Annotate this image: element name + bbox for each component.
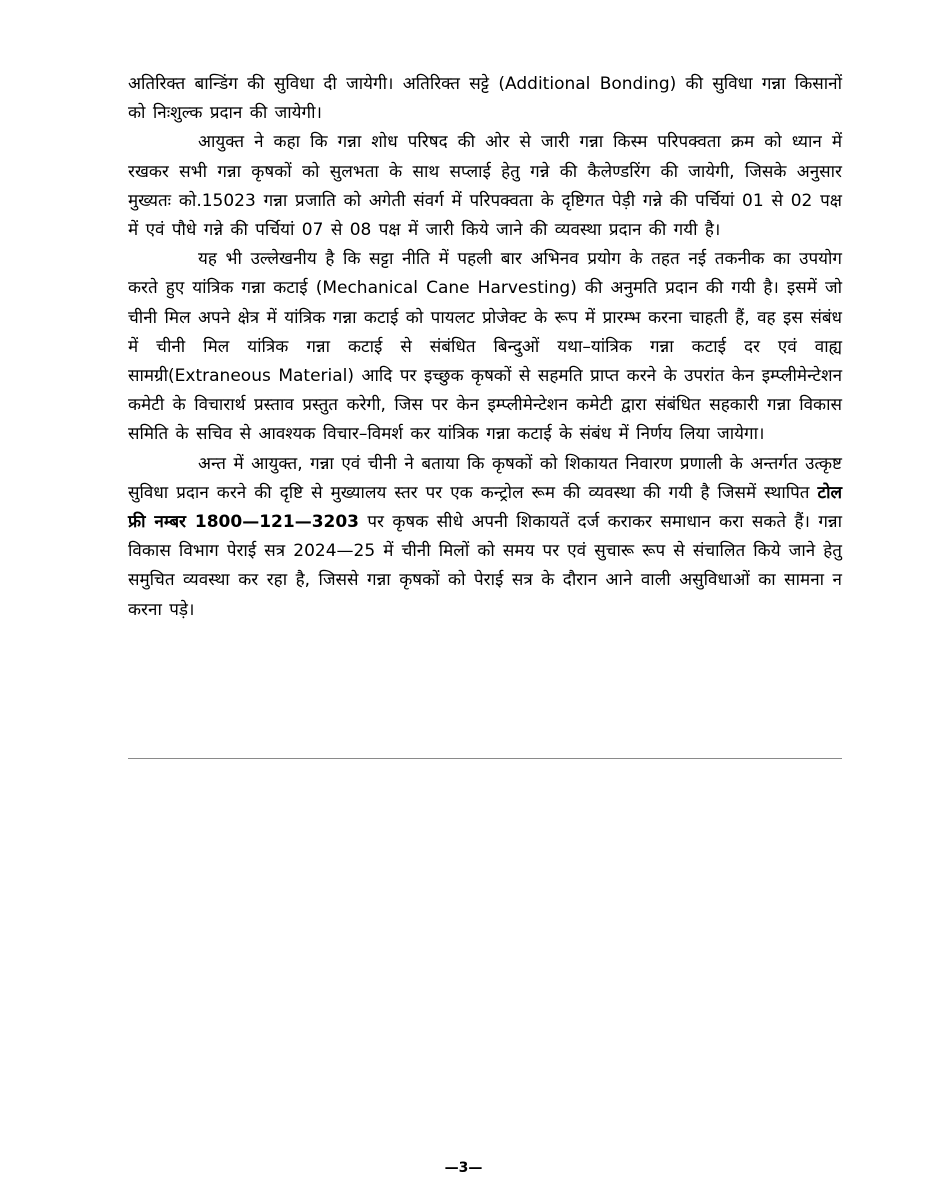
page-number: —3— xyxy=(444,1160,483,1176)
toll-free-number: टोल फ्री नम्बर 1800—121—3203 xyxy=(128,482,842,533)
document-body xyxy=(128,70,842,625)
horizontal-divider xyxy=(128,758,842,759)
control-room-text-end: पर कृषक सीधे अपनी शिकायतें दर्ज कराकर समाधान करा सकते हैं। गन्ना विकास विभाग पेराई सत्र 2024—25 में चीनी मिलों को समय पर एवं सुचारू रूप से संचालित किये जाने हेतु समुचित व्यवस्था कर रहा है, जिससे गन्ना कृषकों को पेराई सत्र के दौरान आने वाली असुविधाओं का सामना न करना पड़े। xyxy=(128,512,842,620)
paragraph-bonding: अतिरिक्त बान्डिंग की सुविधा दी जायेगी। अतिरिक्त सट्टे (Additional Bonding) की सुविधा गन्ना किसानों को निःशुल्क प्रदान की जायेगी। xyxy=(128,74,842,124)
control-room-text-start: अन्त में आयुक्त, गन्ना एवं चीनी ने बताया कि कृषकों को शिकायत निवारण प्रणाली के अन्तर्गत उत्कृष्ट सुविधा प्रदान करने की दृष्टि से मुख्यालय स्तर पर एक कन्ट्रोल रूम की व्यवस्था की गयी है जिसमें स्थापित xyxy=(128,453,842,503)
paragraph-control-room xyxy=(128,450,842,625)
paragraph-calendaring: आयुक्त ने कहा कि गन्ना शोध परिषद की ओर से जारी गन्ना किस्म परिपक्वता क्रम को ध्यान में रखकर सभी गन्ना कृषकों को सुलभता के साथ सप्लाई हेतु गन्ने की कैलेण्डरिंग की जायेगी, जिसके अनुसार मुख्यतः को.15023 गन्ना प्रजाति को अगेती संवर्ग में परिपक्वता के दृष्टिगत पेड़ी गन्ने की पर्चियां 01 से 02 पक्ष में एवं पौधे गन्ने की पर्चियां 07 से 08 पक्ष में जारी किये जाने की व्यवस्था प्रदान की गयी है। xyxy=(128,132,842,241)
paragraph-mechanical-harvesting: यह भी उल्लेखनीय है कि सट्टा नीति में पहली बार अभिनव प्रयोग के तहत नई तकनीक का उपयोग करते हुए यांत्रिक गन्ना कटाई (Mechanical Cane Harvesting) की अनुमति प्रदान की गयी है। इसमें जो चीनी मिल अपने क्षेत्र में यांत्रिक गन्ना कटाई को पायलट प्रोजेक्ट के रूप में प्रारम्भ करना चाहती हैं, वह इस संबंध में चीनी मिल यांत्रिक गन्ना कटाई से संबंधित बिन्दुओं यथा–यांत्रिक गन्ना कटाई दर एवं वाह्य सामग्री(Extraneous Material) आदि पर इच्छुक कृषकों से सहमति प्राप्त करने के उपरांत केन इम्प्लीमेन्टेशन कमेटी के विचारार्थ प्रस्ताव प्रस्तुत करेगी, जिस पर केन इम्प्लीमेन्टेशन कमेटी द्वारा संबंधित सहकारी गन्ना विकास समिति के सचिव से आवश्यक विचार–विमर्श कर यांत्रिक गन्ना कटाई के संबंध में निर्णय लिया जायेगा। xyxy=(128,249,842,445)
